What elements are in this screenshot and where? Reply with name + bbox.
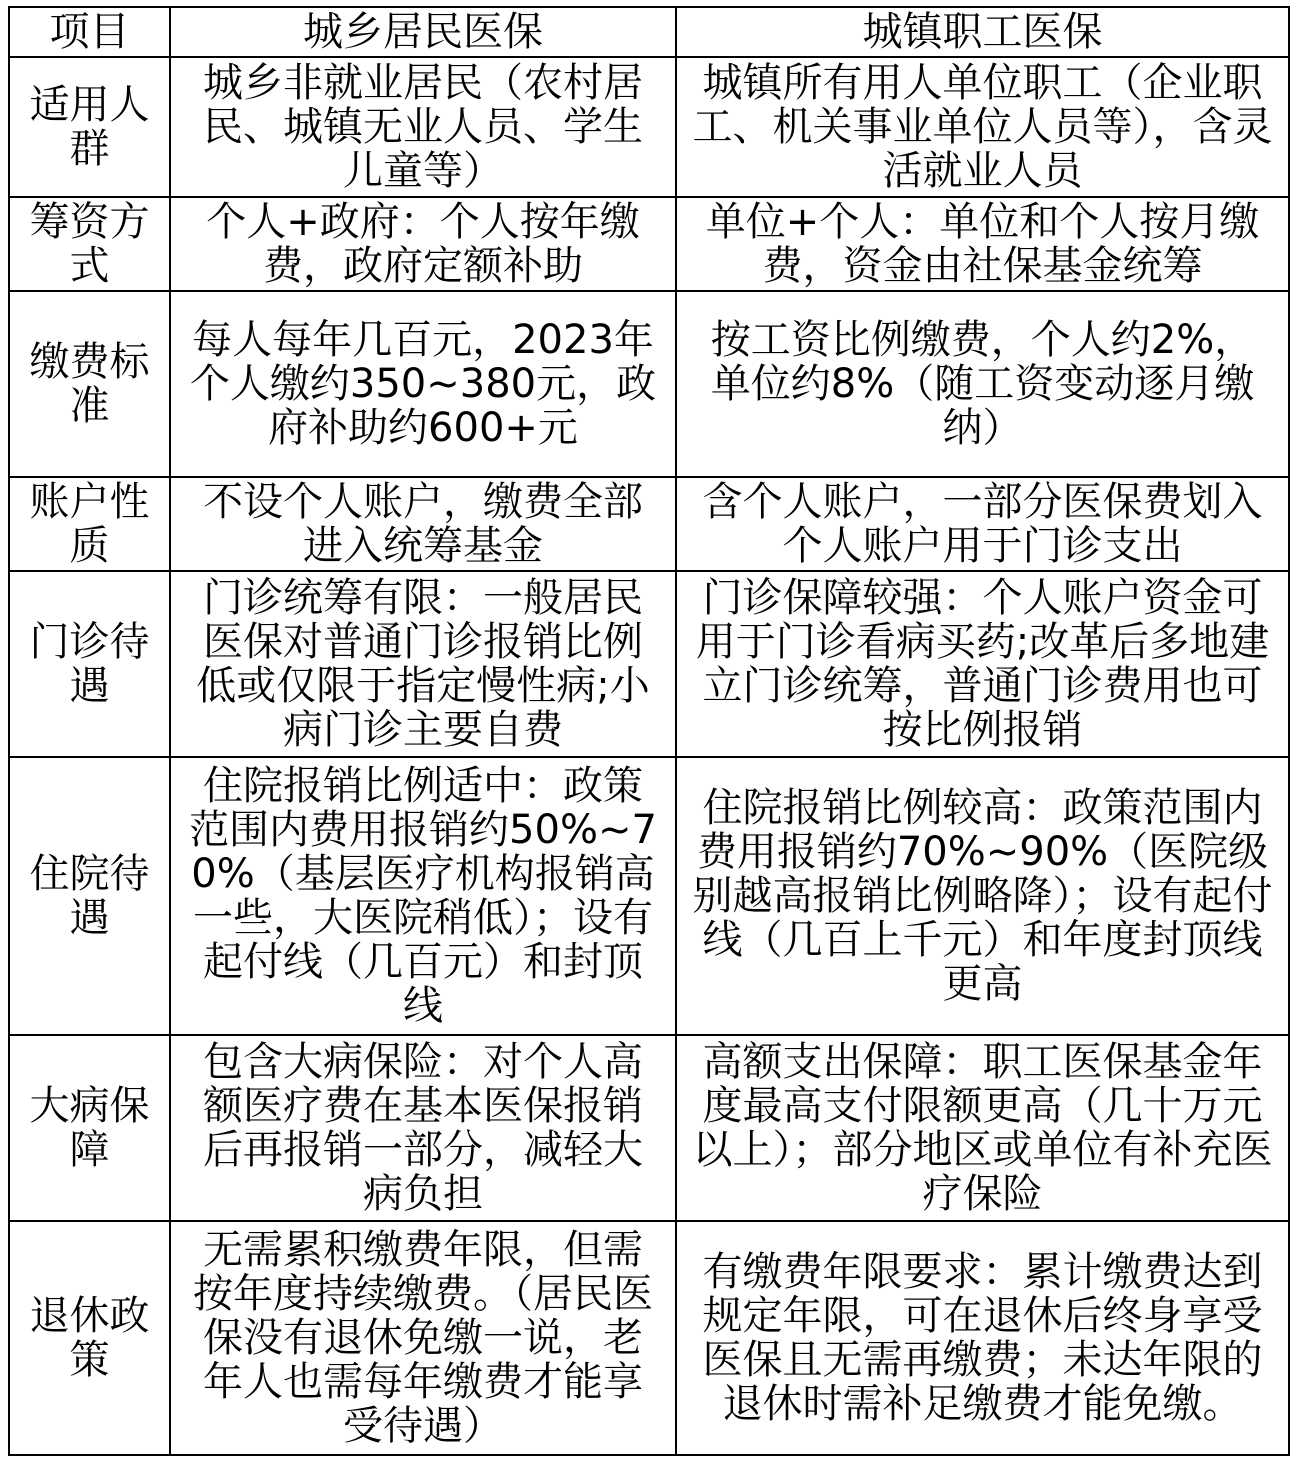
employee-cell: 住院报销比例较高：政策范围内费用报销约70%~90%（医院级别越高报销比例略降）；设有起付线（几百上千元）和年度封顶线更高 [676,757,1289,1035]
resident-cell: 每人每年几百元，2023年个人缴约350~380元，政府补助约600+元 [170,291,676,477]
table-row [9,57,1289,197]
employee-cell: 门诊保障较强：个人账户资金可用于门诊看病买药;改革后多地建立门诊统筹，普通门诊费用也可按比例报销 [676,571,1289,757]
header-resident-insurance: 城乡居民医保 [170,7,676,57]
resident-cell: 城乡非就业居民（农村居民、城镇无业人员、学生儿童等） [170,57,676,197]
table-row [9,571,1289,757]
resident-cell: 不设个人账户，缴费全部进入统筹基金 [170,477,676,571]
table-row [9,291,1289,477]
table-row [9,477,1289,571]
table-row [9,1221,1289,1455]
employee-cell: 高额支出保障：职工医保基金年度最高支付限额更高（几十万元以上）；部分地区或单位有补充医疗保险 [676,1035,1289,1221]
row-label: 退休政策 [9,1221,170,1455]
header-row [9,7,1289,57]
header-employee-insurance: 城镇职工医保 [676,7,1289,57]
row-label: 门诊待遇 [9,571,170,757]
table-row [9,197,1289,291]
comparison-table [8,6,1290,1456]
employee-cell: 按工资比例缴费，个人约2%，单位约8%（随工资变动逐月缴纳） [676,291,1289,477]
table-row [9,757,1289,1035]
resident-cell: 住院报销比例适中：政策范围内费用报销约50%~70%（基层医疗机构报销高一些，大医院稍低）；设有起付线（几百元）和封顶线 [170,757,676,1035]
resident-cell: 个人+政府：个人按年缴费，政府定额补助 [170,197,676,291]
employee-cell: 单位+个人：单位和个人按月缴费，资金由社保基金统筹 [676,197,1289,291]
row-label: 账户性质 [9,477,170,571]
row-label: 筹资方式 [9,197,170,291]
resident-cell: 门诊统筹有限：一般居民医保对普通门诊报销比例低或仅限于指定慢性病;小病门诊主要自费 [170,571,676,757]
resident-cell: 包含大病保险：对个人高额医疗费在基本医保报销后再报销一部分，减轻大病负担 [170,1035,676,1221]
row-label: 适用人群 [9,57,170,197]
row-label: 住院待遇 [9,757,170,1035]
resident-cell: 无需累积缴费年限，但需按年度持续缴费。（居民医保没有退休免缴一说，老年人也需每年缴费才能享受待遇） [170,1221,676,1455]
employee-cell: 有缴费年限要求：累计缴费达到规定年限，可在退休后终身享受医保且无需再缴费；未达年限的退休时需补足缴费才能免缴。 [676,1221,1289,1455]
employee-cell: 含个人账户，一部分医保费划入个人账户用于门诊支出 [676,477,1289,571]
table-row [9,1035,1289,1221]
row-label: 缴费标准 [9,291,170,477]
row-label: 大病保障 [9,1035,170,1221]
employee-cell: 城镇所有用人单位职工（企业职工、机关事业单位人员等），含灵活就业人员 [676,57,1289,197]
header-item: 项目 [9,7,170,57]
